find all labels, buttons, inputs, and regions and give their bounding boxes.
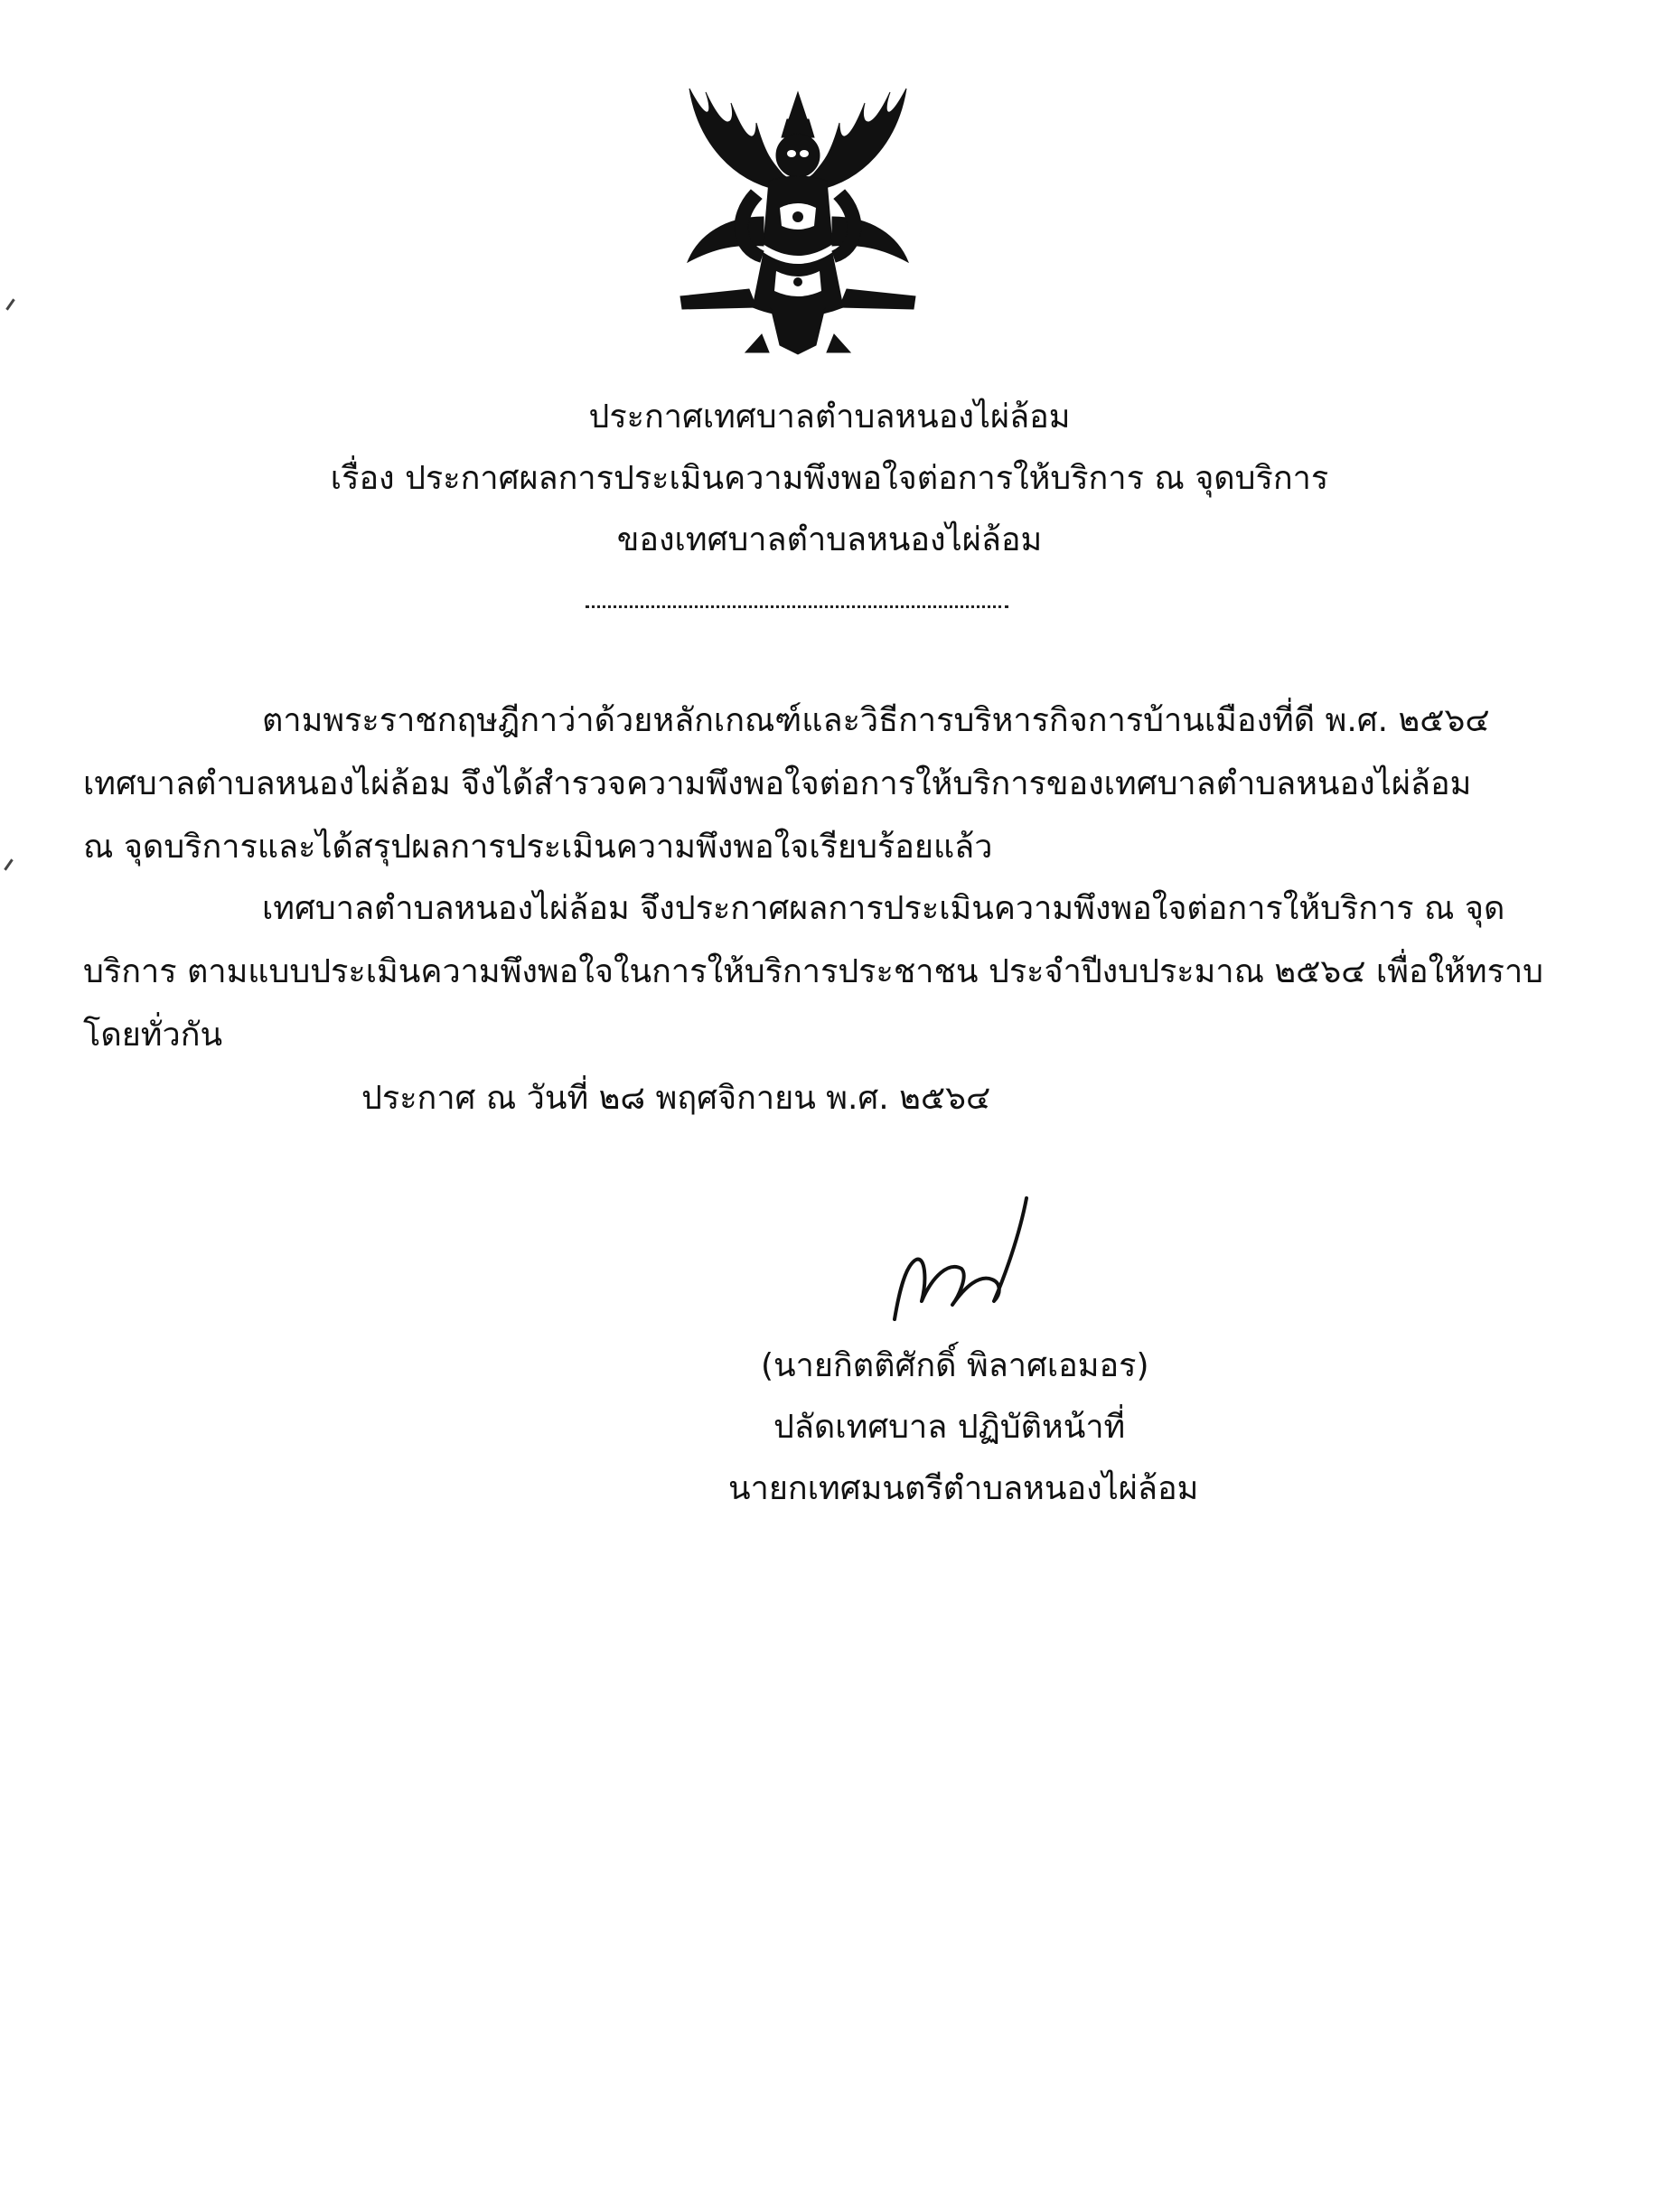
paragraph-1-line-3: ณ จุดบริการและได้สรุปผลการประเมินความพึงพอใจเรียบร้อยแล้ว bbox=[83, 829, 993, 866]
paragraph-2-line-3: โดยทั่วกัน bbox=[83, 1017, 223, 1054]
signatory-position-1: ปลัดเทศบาล ปฏิบัติหน้าที่ bbox=[773, 1409, 1126, 1446]
document-subject: เรื่อง ประกาศผลการประเมินความพึงพอใจต่อการให้บริการ ณ จุดบริการ bbox=[330, 460, 1329, 497]
signatory-position-2: นายกเทศมนตรีตำบลหนองไผ่ล้อม bbox=[728, 1470, 1199, 1507]
scan-streak bbox=[0, 0, 33, 23]
scan-speck bbox=[4, 858, 13, 870]
paragraph-1-line-2: เทศบาลตำบลหนองไผ่ล้อม จึงได้สำรวจความพึงพอใจต่อการให้บริการของเทศบาลตำบลหนองไผ่ล้อม bbox=[83, 765, 1472, 802]
garuda-emblem bbox=[662, 81, 933, 361]
paragraph-2-line-2: บริการ ตามแบบประเมินความพึงพอใจในการให้บริการประชาชน ประจำปีงบประมาณ ๒๕๖๔ เพื่อให้ทราบ bbox=[83, 953, 1544, 990]
document-title: ประกาศเทศบาลตำบลหนองไผ่ล้อม bbox=[588, 398, 1071, 436]
announcement-date: ประกาศ ณ วันที่ ๒๘ พฤศจิกายน พ.ศ. ๒๕๖๔ bbox=[361, 1080, 991, 1117]
paragraph-2-line-1: เทศบาลตำบลหนองไผ่ล้อม จึงประกาศผลการประเมินความพึงพอใจต่อการให้บริการ ณ จุด bbox=[262, 890, 1505, 927]
paragraph-1-line-1: ตามพระราชกฤษฎีกาว่าด้วยหลักเกณฑ์และวิธีการบริหารกิจการบ้านเมืองที่ดี พ.ศ. ๒๕๖๔ bbox=[262, 702, 1490, 739]
scan-speck bbox=[5, 298, 14, 310]
title-divider bbox=[586, 605, 1008, 608]
signatory-name: (นายกิตติศักดิ์ พิลาศเอมอร) bbox=[761, 1347, 1149, 1384]
document-subject-continued: ของเทศบาลตำบลหนองไผ่ล้อม bbox=[616, 521, 1043, 558]
handwritten-signature bbox=[886, 1193, 1039, 1328]
